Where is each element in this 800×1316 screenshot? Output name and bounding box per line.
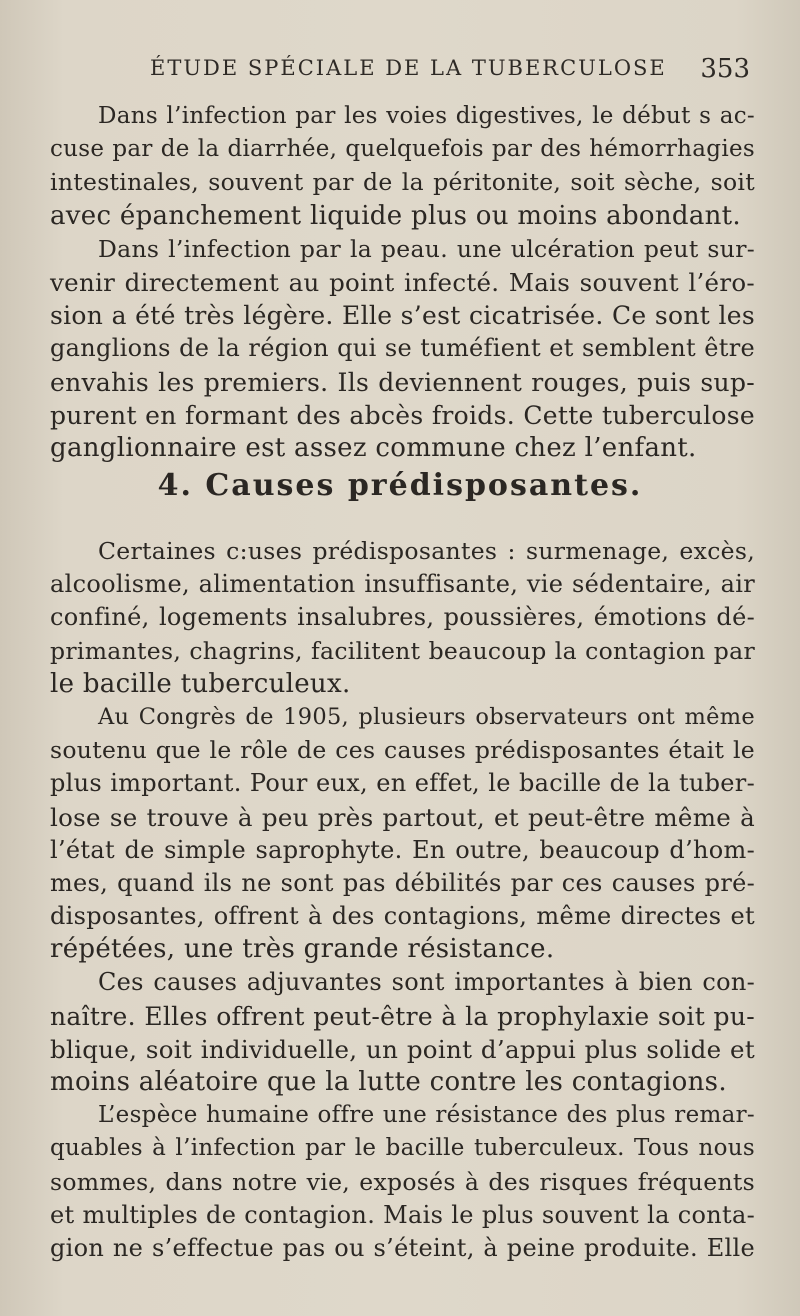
text-line: disposantes, offrent à des contagions, même directes et: [50, 902, 755, 931]
text-line: venir directement au point infecté. Mais souvent l’éro-: [50, 267, 755, 297]
text-line: sommes, dans notre vie, exposés à des risques fréquents: [50, 1167, 755, 1196]
text-line: le bacille tuberculeux.: [50, 668, 351, 699]
text-line: avec épanchement liquide plus ou moins abondant.: [50, 200, 741, 231]
paragraph-block-2: [50, 535, 755, 1265]
text-line: gion ne s’effectue pas ou s’éteint, à peine produite. Elle: [50, 1233, 755, 1262]
running-title: ÉTUDE SPÉCIALE DE LA TUBERCULOSE: [150, 56, 667, 80]
text-line: ganglionnaire est assez commune chez l’enfant.: [50, 432, 697, 463]
text-line: blique, soit individuelle, un point d’appui plus solide et: [50, 1034, 755, 1064]
text-line: sion a été très légère. Elle s’est cicatrisée. Ce sont les: [50, 301, 755, 331]
text-line: purent en formant des abcès froids. Cette tuberculose: [50, 400, 755, 430]
page-number: 353: [700, 54, 750, 84]
section-heading: 4. Causes prédisposantes.: [157, 468, 643, 503]
text-line: lose se trouve à peu près partout, et peut-être même à: [50, 802, 755, 832]
text-line: Au Congrès de 1905, plusieurs observateurs ont même: [98, 703, 755, 730]
text-line: ganglions de la région qui se tuméfient et semblent être: [50, 334, 755, 363]
running-head: [150, 56, 750, 92]
text-line: soutenu que le rôle de ces causes prédisposantes était le: [50, 736, 755, 765]
text-line: mes, quand ils ne sont pas débilités par ces causes pré-: [50, 868, 755, 897]
text-line: Dans l’infection par les voies digestives, le début s ac-: [98, 103, 755, 129]
text-line: primantes, chagrins, facilitent beaucoup la contagion par: [50, 636, 755, 665]
text-line: l’état de simple saprophyte. En outre, beaucoup d’hom-: [50, 835, 755, 864]
text-line: L’espèce humaine offre une résistance des plus remar-: [98, 1102, 755, 1129]
text-line: Certaines c:uses prédisposantes : surmenage, excès,: [98, 537, 755, 565]
text-line: et multiples de contagion. Mais le plus souvent la conta-: [50, 1200, 755, 1229]
text-line: intestinales, souvent par de la péritonite, soit sèche, soit: [50, 168, 755, 197]
text-line: cuse par de la diarrhée, quelquefois par des hémorrhagies: [50, 136, 755, 163]
text-line: confiné, logements insalubres, poussières, émotions dé-: [50, 603, 755, 632]
text-line: Ces causes adjuvantes sont importantes à bien con-: [98, 968, 755, 997]
text-line: quables à l’infection par le bacille tuberculeux. Tous nous: [50, 1135, 755, 1162]
paragraph-block-1: [50, 100, 755, 465]
text-line: Dans l’infection par la peau. une ulcération peut sur-: [98, 234, 755, 263]
text-line: moins aléatoire que la lutte contre les contagions.: [50, 1067, 727, 1097]
text-line: envahis les premiers. Ils deviennent rouges, puis sup-: [50, 367, 755, 397]
text-line: alcoolisme, alimentation insuffisante, vie sédentaire, air: [50, 570, 755, 599]
text-line: plus important. Pour eux, en effet, le bacille de la tuber-: [50, 769, 755, 798]
text-line: répétées, une très grande résistance.: [50, 934, 555, 965]
text-line: naître. Elles offrent peut-être à la prophylaxie soit pu-: [50, 1001, 755, 1031]
